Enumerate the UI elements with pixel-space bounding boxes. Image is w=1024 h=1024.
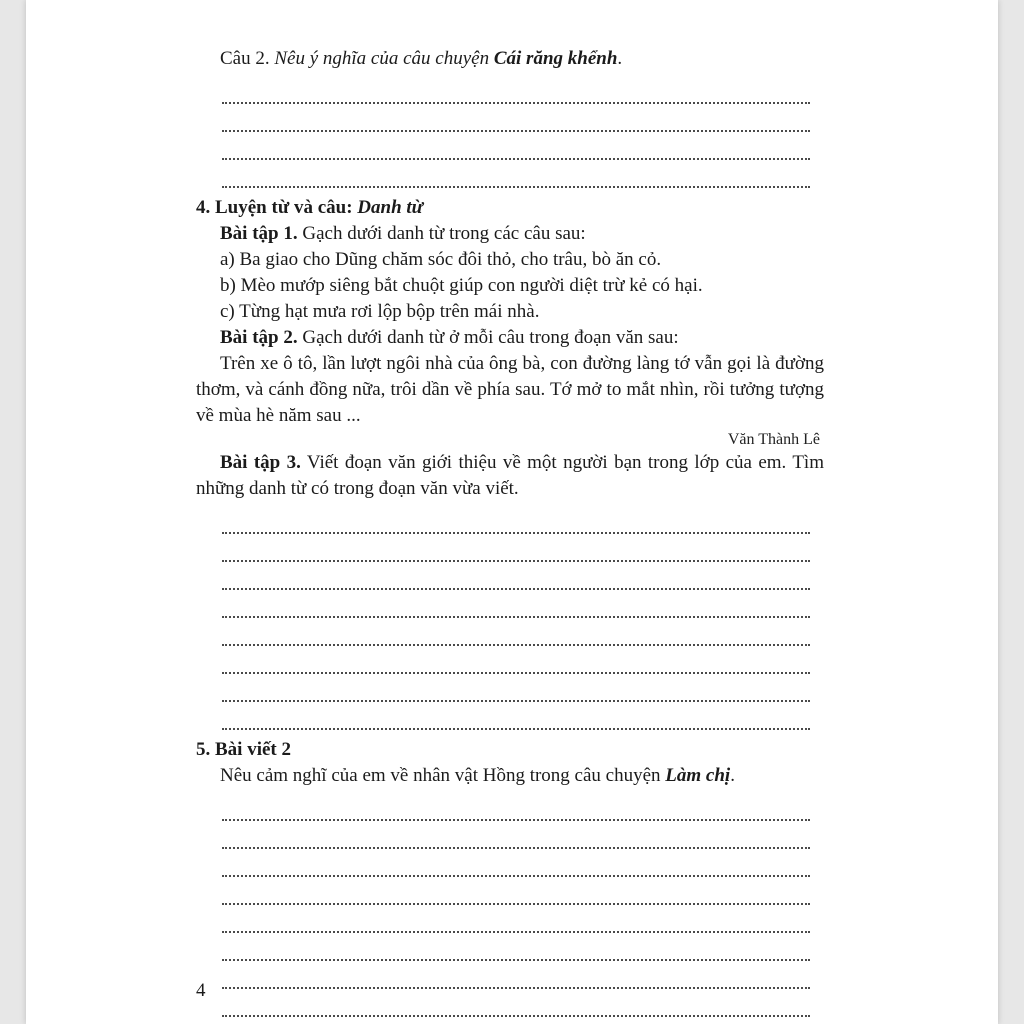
exercise-2-intro (196, 325, 824, 351)
answer-lines-question-2 (222, 76, 810, 188)
answer-line (222, 104, 810, 132)
answer-line (222, 674, 810, 702)
exercise-3-text: Viết đoạn văn giới thiệu về một người bạn trong lớp của em. Tìm những danh từ có trong đoạn văn vừa viết. (196, 452, 824, 499)
answer-line (222, 793, 810, 821)
scanned-page (26, 0, 998, 1024)
answer-line (222, 961, 810, 989)
page-content (196, 46, 824, 1023)
answer-line (222, 877, 810, 905)
answer-line (222, 989, 810, 1017)
section-5-story-title: Làm chị (665, 765, 731, 786)
section-5-prompt (196, 763, 824, 789)
exercise-2-passage: Trên xe ô tô, lần lượt ngôi nhà của ông bà, con đường làng tớ vẫn gọi là đường thơm, và cánh đồng nữa, trôi dần về phía sau. Tớ mở to mắt nhìn, rồi tưởng tượng về mùa hè năm sau ... (196, 353, 824, 426)
answer-line (222, 534, 810, 562)
answer-line (222, 562, 810, 590)
answer-line (222, 821, 810, 849)
question-2-story-title: Cái răng khểnh (493, 48, 618, 69)
question-2 (196, 46, 824, 72)
answer-line (222, 933, 810, 961)
answer-line (222, 702, 810, 730)
answer-line (222, 646, 810, 674)
section-5-suffix: . (730, 765, 735, 786)
answer-line (222, 160, 810, 188)
answer-line (222, 590, 810, 618)
exercise-2-label: Bài tập 2. (220, 327, 298, 348)
answer-lines-section-5 (222, 793, 810, 1017)
section-4-heading-topic: Danh từ (357, 197, 424, 218)
passage-author: Văn Thành Lê (727, 431, 820, 448)
exercise-2-text: Gạch dưới danh từ ở mỗi câu trong đoạn văn sau: (297, 327, 679, 348)
answer-line (222, 132, 810, 160)
answer-line (222, 849, 810, 877)
section-5-prompt-text: Nêu cảm nghĩ của em về nhân vật Hồng trong câu chuyện (220, 765, 666, 786)
exercise-3-label: Bài tập 3. (220, 452, 301, 473)
question-2-text: Nêu ý nghĩa của câu chuyện (269, 48, 494, 69)
exercise-1-item-a: a) Ba giao cho Dũng chăm sóc đôi thỏ, cho trâu, bò ăn cỏ. (220, 249, 662, 270)
exercise-1-item-b: b) Mèo mướp siêng bắt chuột giúp con người diệt trừ kẻ có hại. (220, 275, 703, 296)
answer-line (222, 506, 810, 534)
answer-line (222, 905, 810, 933)
answer-line (222, 618, 810, 646)
exercise-1-item-c: c) Từng hạt mưa rơi lộp bộp trên mái nhà. (220, 301, 540, 322)
exercise-3-intro (196, 450, 824, 502)
exercise-1-label: Bài tập 1. (220, 223, 298, 244)
question-2-label: Câu 2. (220, 48, 270, 69)
exercise-1-intro (196, 221, 824, 247)
section-5-heading: 5. Bài viết 2 (196, 739, 291, 760)
page-number: 4 (196, 980, 206, 1001)
exercise-1-text: Gạch dưới danh từ trong các câu sau: (297, 223, 586, 244)
question-2-suffix: . (617, 48, 623, 69)
answer-lines-exercise-3 (222, 506, 810, 730)
section-4-heading (196, 195, 824, 221)
answer-line (222, 76, 810, 104)
section-4-heading-text: 4. Luyện từ và câu: (196, 197, 358, 218)
